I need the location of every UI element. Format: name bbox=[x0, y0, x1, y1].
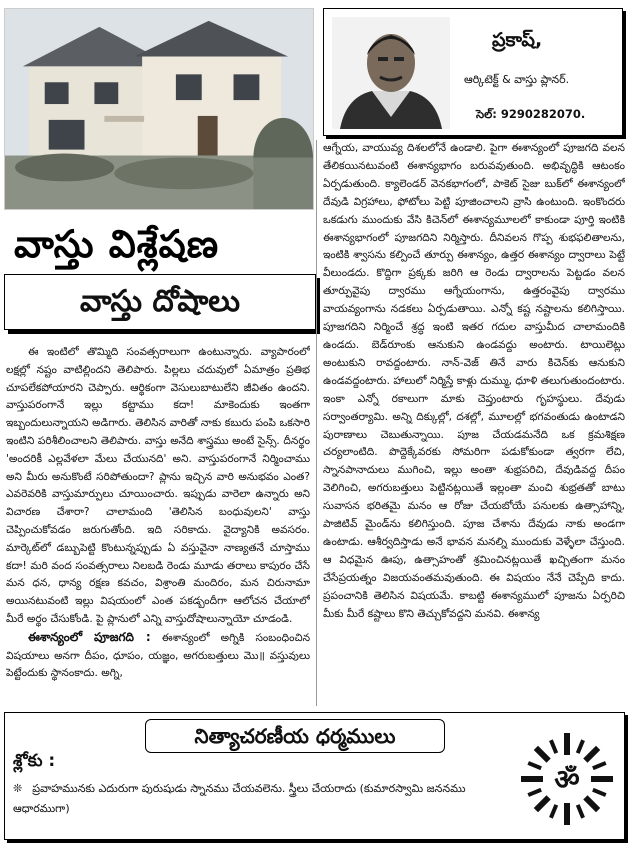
author-title: ఆర్కిటెక్ట్ & వాస్తు ప్లానర్. bbox=[464, 73, 570, 86]
author-box bbox=[323, 8, 623, 136]
author-portrait bbox=[332, 17, 450, 129]
masthead-title: వాస్తు విశ్లేషణ bbox=[14, 222, 220, 266]
verse-body bbox=[13, 779, 513, 819]
section-text: ఈశాన్యంలో అగ్నికి సంబంధించిన విషయాలు అనగా దీపం, ధూపం, యజ్ఞం, అగరుబత్తులు మొ॥ వస్తువులు పెట్టేందుకు స్థానంకాదు. అగ్ని, bbox=[6, 631, 310, 680]
verse-label: శ్లోకు : bbox=[13, 751, 56, 771]
article-right-column bbox=[323, 140, 625, 708]
author-phone: సెల్: 9290282070. bbox=[476, 107, 586, 121]
author-name: ప్రకాష్, bbox=[492, 29, 543, 51]
dharma-title: నిత్యాచరణీయ ధర్మములు bbox=[145, 719, 445, 753]
column-divider bbox=[316, 140, 317, 706]
verse-text: ప్రవాహమునకు ఎదురుగా పురుషుడు స్నానము చేయవలెను. స్త్రీలు చేయరాదు (కుమారస్వామి జననము ఆధారముగా) bbox=[13, 782, 466, 815]
bullet-icon: ❊ bbox=[13, 782, 23, 795]
subhead-title: వాస్తు దోషాలు bbox=[4, 274, 316, 330]
house-photo bbox=[4, 8, 314, 210]
section-heading: ఈశాన్యంలో పూజగది : bbox=[28, 629, 151, 644]
om-icon bbox=[519, 731, 615, 827]
article-paragraph: ఆగ్నేయ, వాయువ్య దిశలలోనే ఉండాలి. పైగా ఈశాన్యంలో పూజగది వలన తేలికయినటువంటి ఈశాన్యభాగం బరువవుతుంది. అభివృద్ధికి ఆటంకం ఏర్పడుతుంది. క్యాలెండర్ వెనకభాగంలో, పాకెట్ సైజు బుక్‌లో ఈశాన్యంలో దేవుడి విగ్రహాలు, ఫోటోలు పెట్టి పూజించాలని వ్రాసి ఉంటుంది. ఇంకొందరు ఒకడుగు ముందుకు వేసి కిచెన్‌లో ఈశాన్యమూలలో కాకుండా పూర్తి ఇంటికి ఈశాన్యభాగంలో పూజగదిని నిర్మిస్తారు. దీనివలన గొప్ప శుభఫలితాలను, ఇంటికి శ్వాసను కల్పించే తూర్పు ఈశాన్యం, ఉత్తర ఈశాన్యం ద్వారాలు పెట్టే వీలుండదు. కొద్దిగా ప్రక్కకు జరిగి ఆ రెండు ద్వారాలను పెట్టడం వలన తూర్పువైపు ద్వారము ఆగ్నేయంగాను, ఉత్తరంవైపు ద్వారము వాయవ్యంగాను నడకలు ఏర్పడుతాయి. ఎన్నో కష్ట నష్టాలను కలిగిస్తాయి. పూజగదిని నిర్మించే శ్రద్ధ ఇంటి ఇతర గదుల వాస్తుమీద చాలామందికి ఉండదు. బెడ్‌రూంకు ఆనుకుని ఉండవద్దు అంటారు. టాయిలెట్లు అంటుకుని రావద్దంటారు. నాన్-వెజ్ తినే వారు కిచెన్‌కు ఆనుకుని ఉండవద్దంటారు. హాలులో నిర్మిస్తే కాళ్లు దుమ్ము, ధూళి తలుగుతుందంటారు. ఇంకా ఎన్నో రకాలుగా మాకు చెప్తుంటారు గృహస్థులు. దేవుడు సర్వాంతర్యామి. అన్ని దిక్కుల్లో, దశల్లో, మూలల్లో భగవంతుడు ఉంటాడని పురాణాలు చెబుతున్నాయి. పూజ చేయడమనేది ఒక క్రమశిక్షణ చర్యలాంటిది. పొద్దెక్కేవరకు సోమరిగా పడుకోకుండా త్వరగా లేచి, స్నానపానాదులు ముగించి, ఇల్లు అంతా శుభ్రపరిచి, దేవుడివద్ద దీపం వెలిగించి, అగరుబత్తులు పెట్టినట్లయితే ఇల్లంతా మంచి శుభ్రతతో బాటు సువాసన భరితమై మనం ఆ రోజు చేయబోయే పనులకు ఉత్సాహాన్ని, పాజిటివ్ మైండ్‌ను కలిగిస్తుంది. పూజ చేశాను దేవుడు నాకు అండగా ఉంటాడు. ఆశీర్వదిస్తాడు అనే భావన మనల్ని ముందుకు వెళ్ళేలా చేస్తుంది. ఆ విధమైన ఊపు, ఉత్సాహంతో శ్రమించినట్లయితే ఖచ్చితంగా మనం చేసేప్రయత్నం విజయవంతమవుతుంది. ఈ విషయం నేనే చెప్పేది కాదు. ప్రపంచానికి తెలిసిన విషయమే. కాబట్టి ఈశాన్యములో పూజను ఏర్పరిచి మీకు మీరే కష్టాలు కొని తెచ్చుకోవద్దని మనవి. ఈశాన్య bbox=[323, 142, 625, 620]
dharma-box bbox=[4, 712, 625, 840]
article-paragraph: ఈ ఇంటిలో తొమ్మిది సంవత్సరాలుగా ఉంటున్నారు. వ్యాపారంలో లక్షల్లో నష్టం వాటిల్లిందని తెలిపారు. పిల్లలు చదువులో ఏమాత్రం ప్రతిభ చూపలేకపోయారని చెప్పారు. ఆర్థికంగా వెసులుబాటులేని జీవితం ఉందని. వాస్తుపరంగానే ఇల్లు కట్టాము కదా! మాకెందుకు ఇంతగా ఇబ్బందులున్నాయని అడిగారు. తెలిసిన వారితో నాకు కబురు పంపి ఒకసారి ఇంటిని పరిశీలించాలని తెలిపారు. వాస్తు అనేది శాస్త్రము అంటే సైన్స్. దీనర్థం 'అందరికీ ఎల్లవేళలా మేలు చేయునది' అని. వాస్తుపరంగానే నిర్మించాము అని మీరు అనుకొంటే సరిపోతుందా? ప్లాను ఇచ్చిన వారి అనుభవం ఎంత? ఎవరెవరికి వాస్తుమార్పులు చూయించారు. ఇప్పుడు వారెలా ఉన్నారు అని విచారణ చేశారా? చాలామంది 'తెలిసిన బంధువులని' వాస్తు చెప్పించుకోవడం జరుగుతోంది. ఇది సరికాదు. వైద్యానికి అవసరం. మార్కెట్‌లో డబ్బుపెట్టి కొంటున్నప్పుడు ఏ వస్తువైనా నాణ్యతనే చూస్తాము కదా! మరి వంద సంవత్సరాలు నిలబడి రెండు మూడు తరాలు కాపురం చేసే మన ధన, ధాన్య రక్షణ కవచం, విశ్రాంతి మందిరం, మన చిరునామా అయినటువంటి ఇల్లు విషయంలో ఎంత పకడ్బందీగా ఆలోచన చేయాలో మీరే అర్థం చేసుకోండి. పై ప్లానులో ఎన్ని వాస్తుదోషాలున్నాయో చూడండి. bbox=[6, 346, 310, 625]
article-left-column bbox=[6, 344, 310, 708]
svg-text:ॐ: ॐ bbox=[554, 763, 580, 796]
